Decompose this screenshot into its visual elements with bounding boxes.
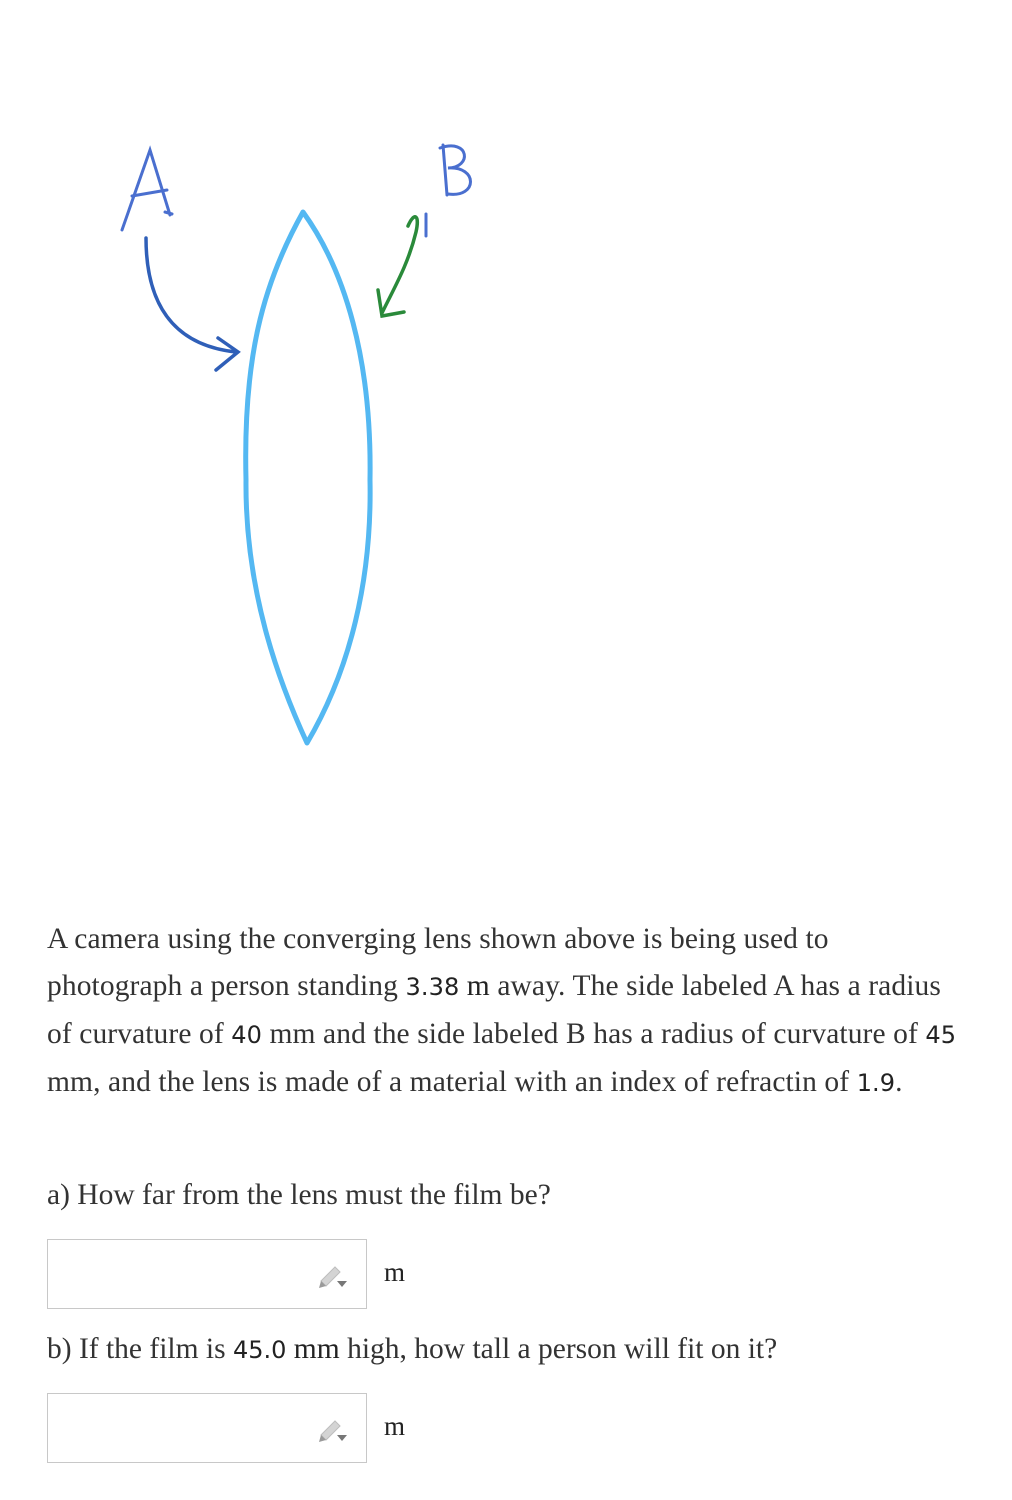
unit-label-b: m bbox=[384, 1411, 406, 1441]
arrow-a bbox=[146, 238, 238, 370]
label-a-glyph bbox=[122, 150, 172, 230]
film-height-unit: mm bbox=[286, 1333, 340, 1365]
radius-b-value: 45 bbox=[925, 1021, 957, 1049]
distance-value: 3.38 bbox=[405, 973, 460, 1001]
question-b-text-3: high, how tall a person will fit on it? bbox=[339, 1333, 778, 1365]
film-height-value: 45.0 bbox=[232, 1336, 287, 1364]
distance-unit: m bbox=[459, 970, 490, 1002]
radius-a-value: 40 bbox=[231, 1021, 262, 1049]
question-b-text-1: b) If the film is bbox=[47, 1333, 233, 1365]
pencil-icon[interactable] bbox=[315, 1413, 349, 1443]
pencil-icon[interactable] bbox=[315, 1259, 349, 1289]
question-b bbox=[47, 1326, 777, 1374]
label-b-glyph bbox=[426, 145, 471, 236]
problem-text-4: mm and the side labeled B has a radius of curvature of bbox=[262, 1018, 926, 1050]
arrow-b bbox=[378, 217, 417, 316]
problem-text-6: . bbox=[895, 1066, 903, 1098]
question-a: a) How far from the lens must the film be? bbox=[47, 1179, 551, 1211]
index-value: 1.9 bbox=[856, 1069, 896, 1097]
answer-row-b bbox=[47, 1393, 467, 1463]
problem-text-3: away. The side labeled A has a radius of curvature of bbox=[47, 970, 941, 1050]
problem-text-1: A camera using the converging lens shown above is being used to photograph a person standing bbox=[47, 923, 829, 1002]
unit-label-a: m bbox=[384, 1257, 406, 1287]
answer-row-a bbox=[47, 1239, 467, 1309]
problem-statement bbox=[47, 916, 957, 1107]
converging-lens bbox=[246, 212, 370, 743]
problem-text-5: mm, and the lens is made of a material with an index of refractin of bbox=[47, 1066, 857, 1098]
